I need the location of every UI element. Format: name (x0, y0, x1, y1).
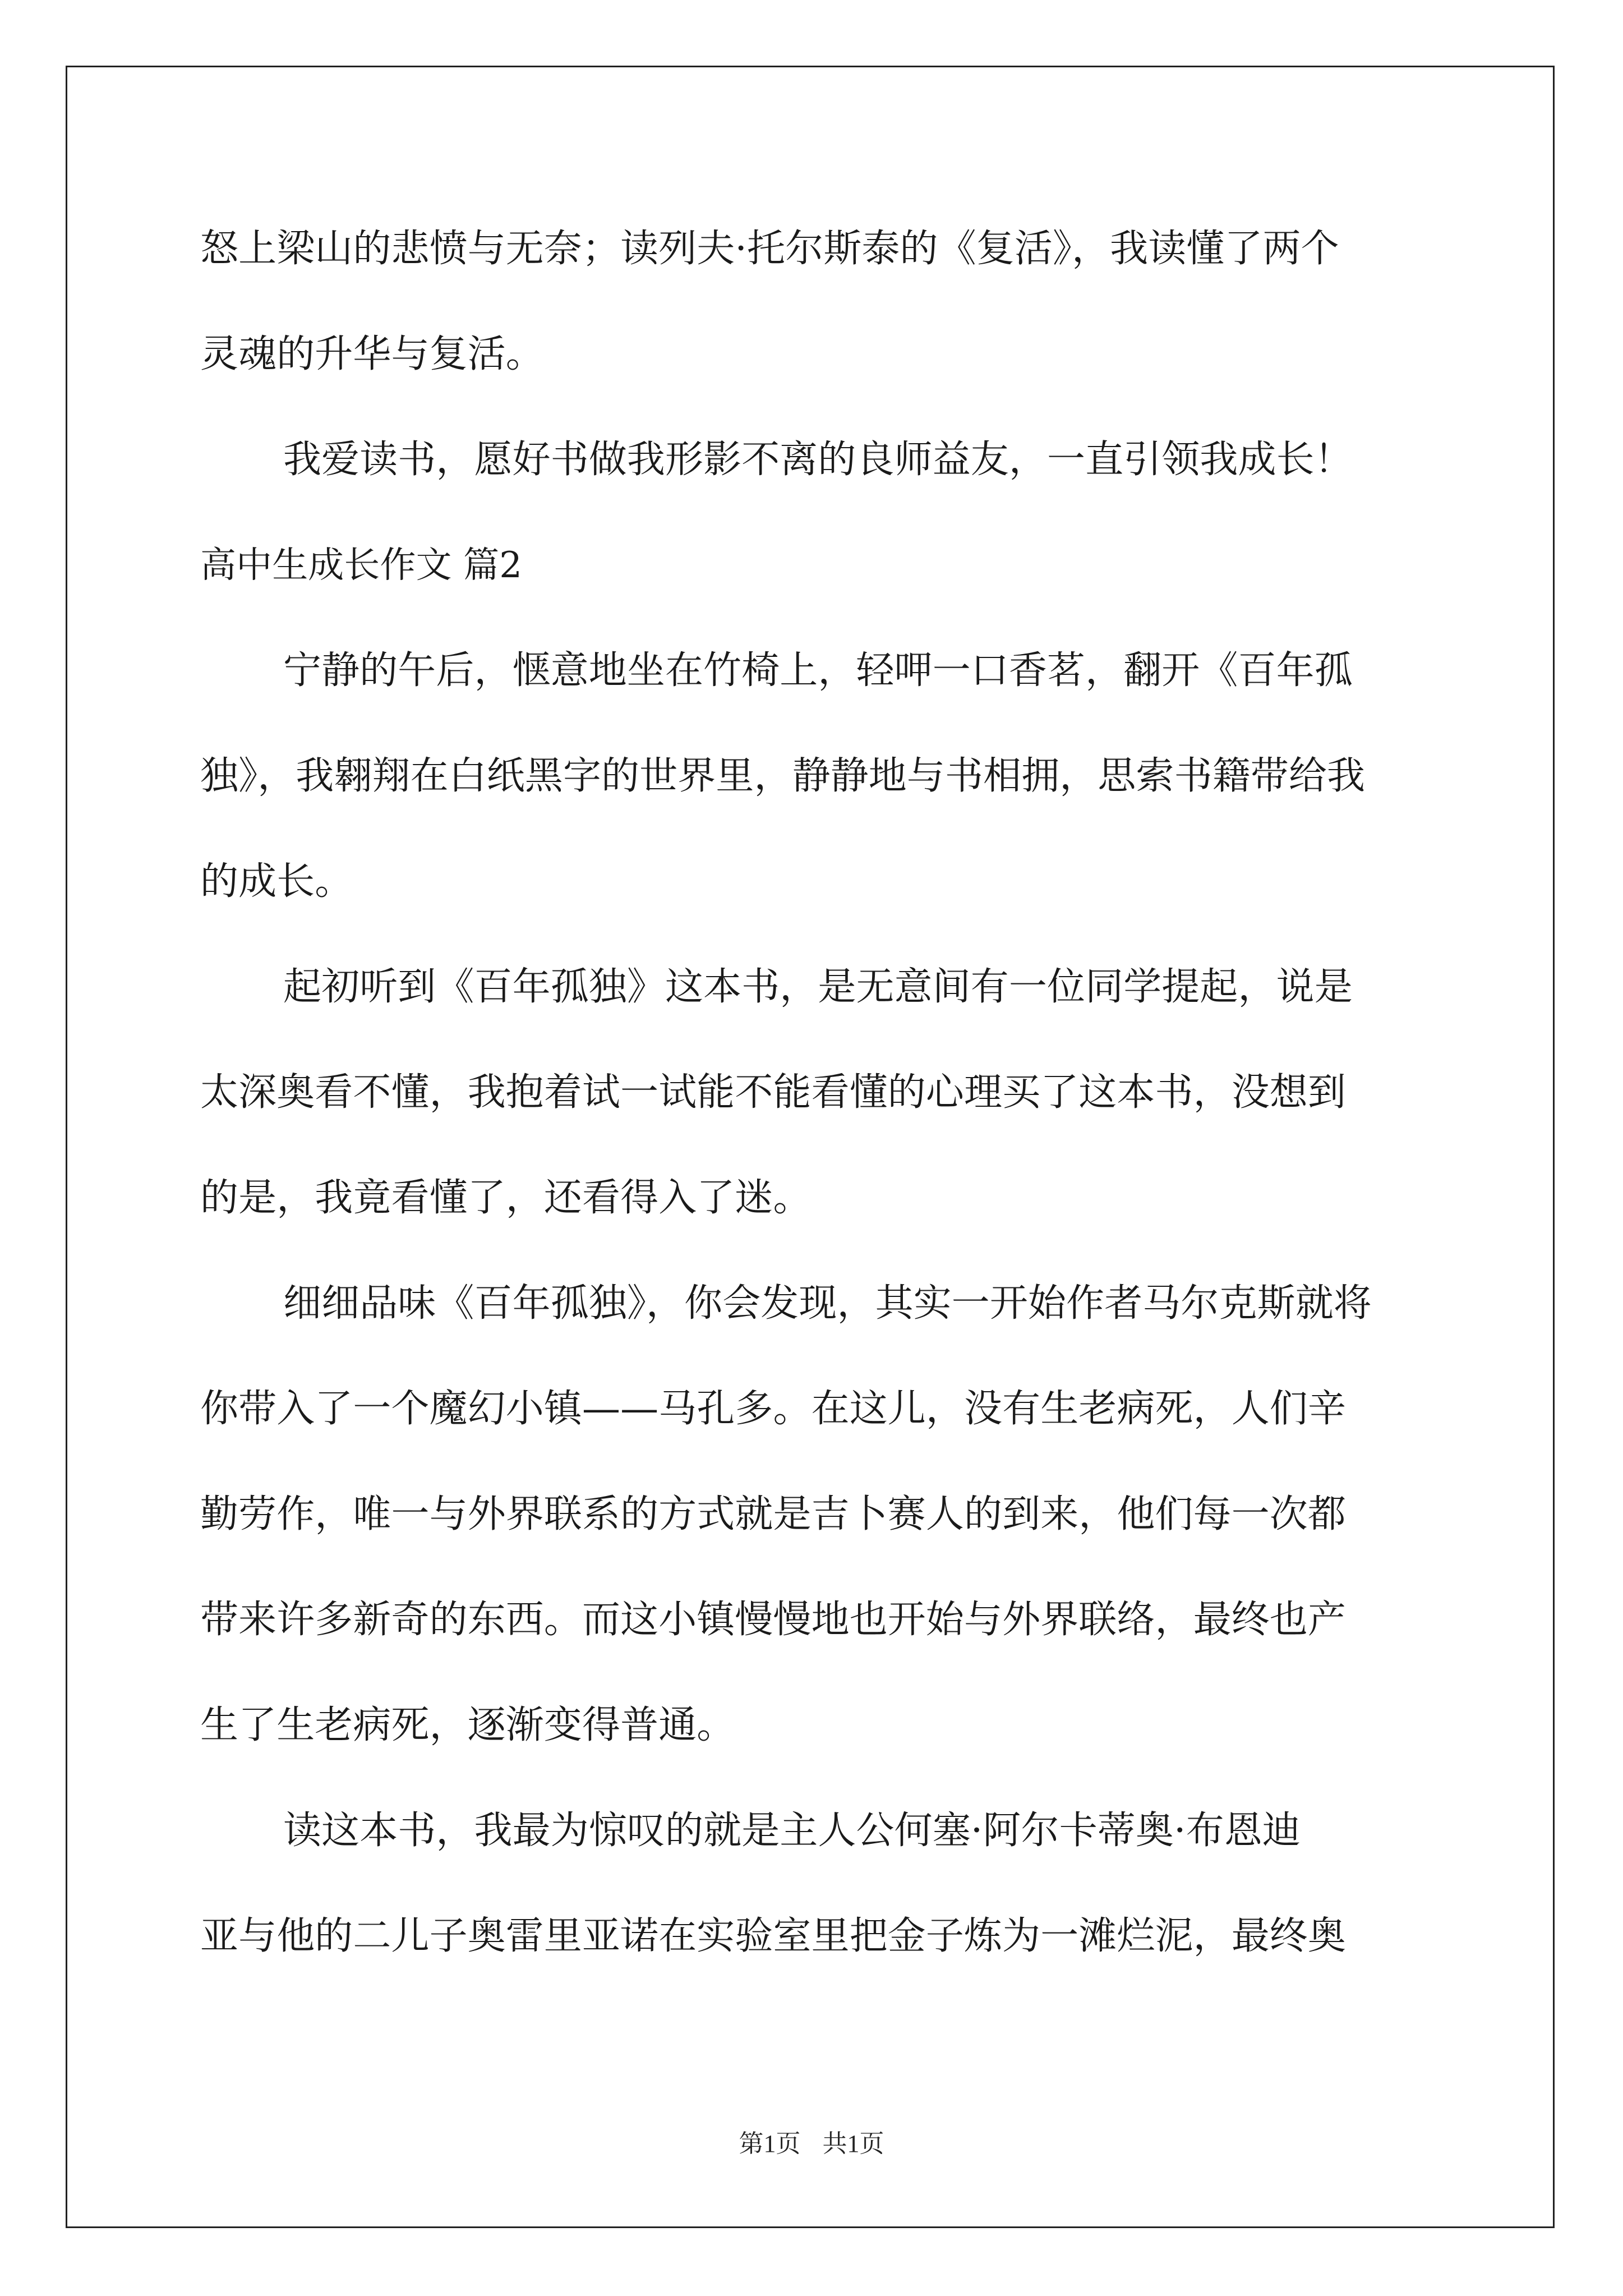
paragraph-start: 起初听到《百年孤独》这本书，是无意间有一位同学提起，说是 (283, 965, 1353, 1009)
page-number: 第1页 (739, 2130, 801, 2157)
paragraph-start: 我爱读书，愿好书做我形影不离的良师益友，一直引领我成长！ (283, 438, 1353, 482)
text-line: 独》，我翱翔在白纸黑字的世界里，静静地与书相拥，思索书籍带给我 (200, 754, 1366, 798)
text-line: 灵魂的升华与复活。 (200, 332, 544, 376)
text-line: 亚与他的二儿子奥雷里亚诺在实验室里把金子炼为一滩烂泥，最终奥 (200, 1914, 1347, 1958)
text-line: 的成长。 (200, 859, 353, 904)
text-line: 你带入了一个魔幻小镇——马孔多。在这儿，没有生老病死，人们辛 (200, 1387, 1347, 1431)
paragraph-start: 宁静的午后，惬意地坐在竹椅上，轻呷一口香茗，翻开《百年孤 (283, 648, 1353, 693)
page-total: 共1页 (822, 2130, 884, 2157)
text-line: 的是，我竟看懂了，还看得入了迷。 (200, 1176, 811, 1220)
text-line: 生了生老病死，逐渐变得普通。 (200, 1703, 735, 1747)
paragraph-start: 细细品味《百年孤独》，你会发现，其实一开始作者马尔克斯就将 (283, 1281, 1372, 1326)
text-line: 带来许多新奇的东西。而这小镇慢慢地也开始与外界联络，最终也产 (200, 1598, 1347, 1642)
paragraph-start: 读这本书，我最为惊叹的就是主人公何塞·阿尔卡蒂奥·布恩迪 (283, 1809, 1301, 1853)
page-footer (0, 2123, 1623, 2159)
text-line: 勤劳作，唯一与外界联系的方式就是吉卜赛人的到来，他们每一次都 (200, 1492, 1347, 1536)
section-heading: 高中生成长作文 篇2 (200, 545, 523, 586)
document-body (200, 196, 1428, 1989)
text-line: 怒上梁山的悲愤与无奈；读列夫·托尔斯泰的《复活》，我读懂了两个 (200, 227, 1339, 271)
text-line: 太深奥看不懂，我抱着试一试能不能看懂的心理买了这本书，没想到 (200, 1070, 1347, 1115)
